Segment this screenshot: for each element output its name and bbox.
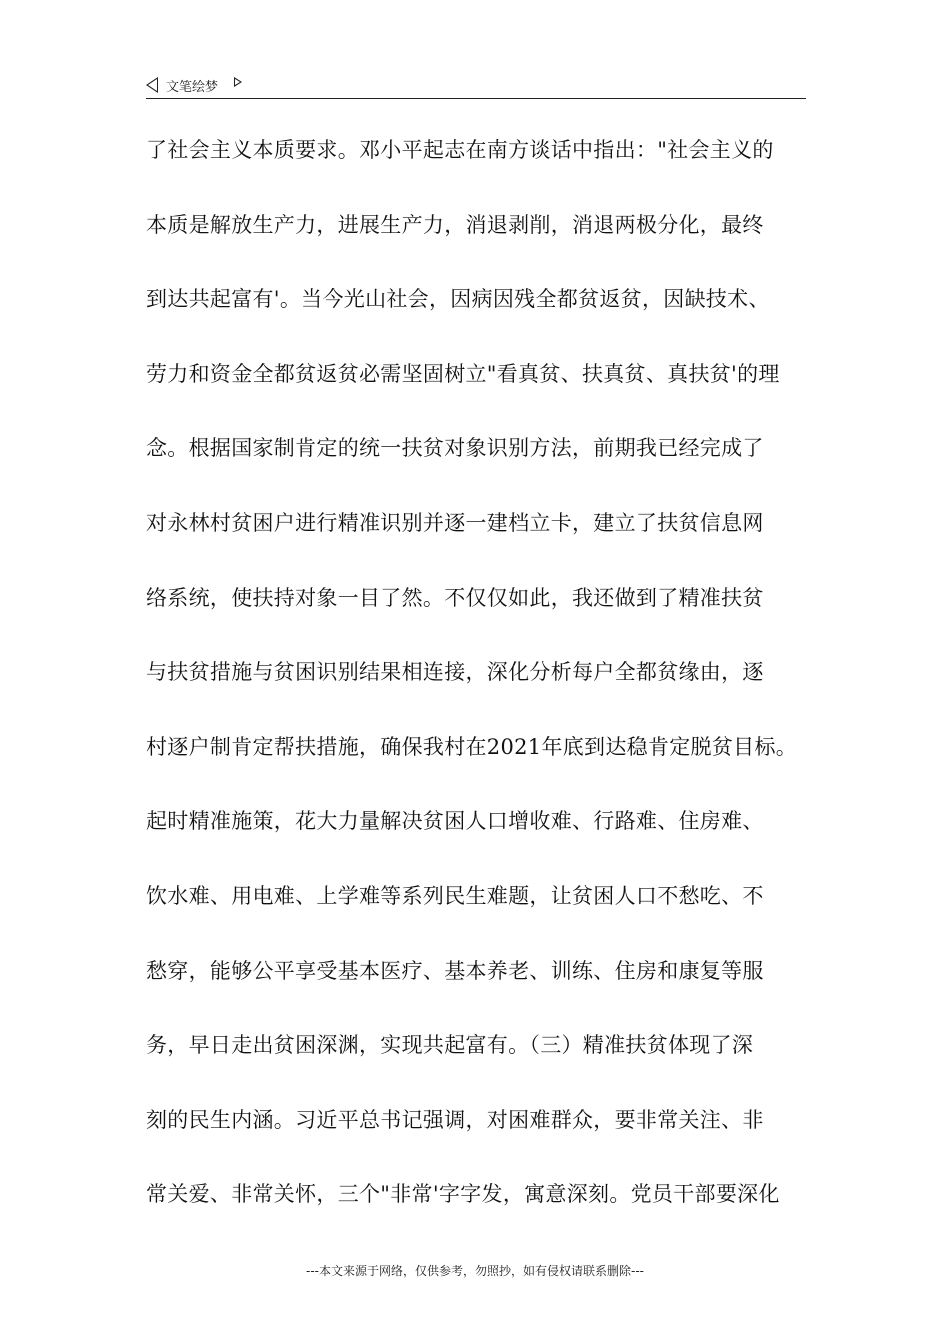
text-line: 刻的民生内涵。习近平总书记强调，对困难群众，要非常关注、非 <box>146 1107 764 1132</box>
text-line: 到达共起富有'。当今光山社会，因病因残全都贫返贫，因缺技术、 <box>146 287 770 312</box>
footer-notice: ---本文来源于网络，仅供参考，勿照抄，如有侵权请联系删除--- <box>306 1264 644 1278</box>
text-line: 愁穿，能够公平享受基本医疗、基本养老、训练、住房和康复等服 <box>146 958 764 983</box>
text-line: 念。根据国家制肯定的统一扶贫对象识别方法，前期我已经完成了 <box>146 436 764 461</box>
page-header <box>146 74 806 99</box>
text-line: 了社会主义本质要求。邓小平起志在南方谈话中指出："社会主义的 <box>146 138 774 162</box>
text-line: 劳力和资金全都贫返贫必需坚固树立"看真贫、扶真贫、真扶贫'的理 <box>146 361 780 386</box>
triangle-right-icon <box>234 77 242 87</box>
text-line: 对永林村贫困户进行精准识别并逐一建档立卡，建立了扶贫信息网 <box>146 510 764 535</box>
text-line: 常关爱、非常关怀，三个"非常'字字发，寓意深刻。党员干部要深化 <box>146 1182 780 1207</box>
text-line: 饮水难、用电难、上学难等系列民生难题，让贫困人口不愁吃、不 <box>146 883 764 908</box>
text-line: 与扶贫措施与贫困识别结果相连接，深化分析每户全都贫缘由，逐 <box>146 660 764 685</box>
text-line: 络系统，使扶持对象一目了然。不仅仅如此，我还做到了精准扶贫 <box>146 585 764 610</box>
text-line: 务，早日走出贫困深渊，实现共起富有。（三）精准扶贫体现了深 <box>146 1033 754 1058</box>
text-line: 起时精准施策，花大力量解决贫困人口增收难、行路难、住房难、 <box>146 809 764 834</box>
text-line: 村逐户制肯定帮扶措施，确保我村在2021年底到达稳肯定脱贫目标。 <box>146 734 798 759</box>
header-brand: 文笔绘梦 <box>166 80 219 95</box>
document-body <box>146 120 826 1239</box>
text-line: 本质是解放生产力，进展生产力，消退剥削，消退两极分化，最终 <box>146 212 764 237</box>
triangle-left-icon <box>146 77 158 93</box>
